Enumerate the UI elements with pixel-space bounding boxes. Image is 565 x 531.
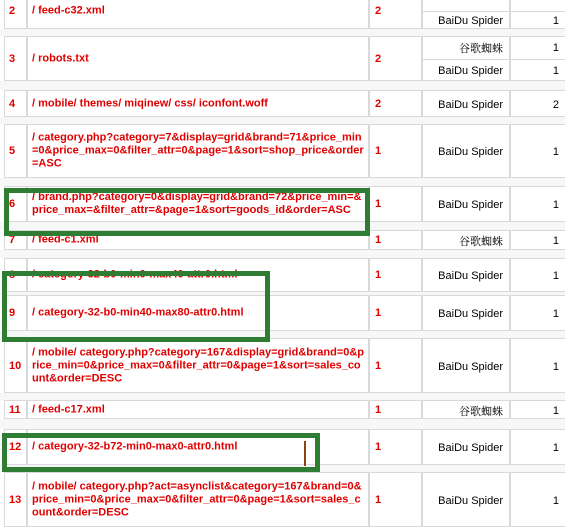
rank-number: 7 <box>9 234 16 246</box>
count-cell <box>369 429 422 465</box>
spider-count-subrow <box>511 37 565 60</box>
count-cell <box>369 0 422 29</box>
url-cell <box>27 338 369 393</box>
url-link[interactable]: / feed-c17.xml <box>32 403 105 415</box>
spider-count-subrow <box>511 401 565 420</box>
spider-name: BaiDu Spider <box>438 308 503 320</box>
spider-count-cell <box>510 338 565 393</box>
spider-cell <box>422 124 510 178</box>
visit-count: 1 <box>375 403 382 416</box>
spider-visit-count: 1 <box>552 41 559 54</box>
spider-name: BaiDu Spider <box>438 146 503 158</box>
spider-name: BaiDu Spider <box>438 199 503 211</box>
row-separator <box>0 81 565 90</box>
row-separator <box>0 117 565 124</box>
visit-count: 1 <box>375 269 382 281</box>
highlight-box <box>2 433 320 472</box>
rank-cell <box>4 0 27 29</box>
spider-name: BaiDu Spider <box>438 64 503 77</box>
spider-cell <box>422 230 510 250</box>
spider-count-cell <box>510 429 565 465</box>
spider-cell <box>422 186 510 222</box>
url-link[interactable]: / feed-c32.xml <box>32 4 105 16</box>
spider-subrow <box>423 125 509 179</box>
spider-subrow <box>423 473 509 528</box>
spider-cell <box>422 36 510 81</box>
spider-subrow <box>423 339 509 394</box>
visit-count: 2 <box>375 97 382 110</box>
spider-visit-count: 1 <box>552 494 559 507</box>
spider-visit-count: 1 <box>552 442 559 454</box>
row-separator <box>0 393 565 400</box>
spider-cell <box>422 0 510 29</box>
spider-name: BaiDu Spider <box>438 14 503 27</box>
url-cell <box>27 90 369 117</box>
visit-count: 1 <box>375 493 382 506</box>
spider-name: BaiDu Spider <box>438 98 503 111</box>
spider-subrow <box>423 401 509 420</box>
table-row <box>0 338 565 393</box>
url-link[interactable]: / brand.php?category=0&display=grid&brand=72&price_min=&price_max=&filter_attr=&page=1&sort=goods_id&order=ASC <box>32 191 362 216</box>
rank-number: 13 <box>9 493 22 506</box>
spider-subrow <box>423 60 509 83</box>
visit-count: 1 <box>375 441 382 453</box>
url-cell <box>27 124 369 178</box>
text-cursor-mark <box>304 441 306 466</box>
spider-count-subrow <box>511 187 565 223</box>
count-cell <box>369 186 422 222</box>
spider-count-cell <box>510 230 565 250</box>
count-cell <box>369 230 422 250</box>
count-cell <box>369 400 422 419</box>
spider-count-cell <box>510 186 565 222</box>
spider-count-subrow <box>511 473 565 528</box>
spider-visit-count: 1 <box>552 235 559 247</box>
spider-visit-count: 2 <box>552 98 559 111</box>
spider-count-cell <box>510 0 565 29</box>
spider-cell <box>422 400 510 419</box>
spider-count-cell <box>510 295 565 331</box>
spider-count-subrow <box>511 0 565 12</box>
spider-count-subrow <box>511 231 565 251</box>
count-cell <box>369 338 422 393</box>
spider-subrow <box>423 12 509 31</box>
count-cell <box>369 258 422 292</box>
rank-number: 10 <box>9 359 22 372</box>
spider-count-subrow <box>511 12 565 31</box>
rank-number: 8 <box>9 269 16 281</box>
spider-subrow <box>423 0 509 12</box>
visit-count: 2 <box>375 4 382 17</box>
spider-subrow <box>423 296 509 332</box>
spider-name: BaiDu Spider <box>438 494 503 507</box>
rank-number: 11 <box>9 403 21 416</box>
spider-count-cell <box>510 36 565 81</box>
spider-subrow <box>423 91 509 118</box>
url-link[interactable]: / mobile/ category.php?category=167&display=grid&brand=0&price_min=0&price_max=0&filter_attr=0&page=1&sort=sales_count&order=DESC <box>32 346 365 384</box>
spider-count-subrow <box>511 339 565 394</box>
url-cell <box>27 0 369 29</box>
rank-number: 12 <box>9 441 22 453</box>
spider-cell <box>422 338 510 393</box>
count-cell <box>369 124 422 178</box>
spider-cell <box>422 295 510 331</box>
spider-count-cell <box>510 258 565 292</box>
rank-number: 9 <box>9 307 16 319</box>
spider-count-subrow <box>511 259 565 293</box>
rank-number: 3 <box>9 52 16 65</box>
spider-visit-count: 1 <box>552 199 559 211</box>
table-row <box>0 90 565 117</box>
count-cell <box>369 36 422 81</box>
spider-name: BaiDu Spider <box>438 270 503 282</box>
rank-number: 4 <box>9 97 16 110</box>
spider-name: BaiDu Spider <box>438 442 503 454</box>
spider-cell <box>422 472 510 527</box>
spider-name: BaiDu Spider <box>438 360 503 373</box>
visit-count: 1 <box>375 307 382 319</box>
spider-subrow <box>423 37 509 60</box>
rank-number: 2 <box>9 4 16 17</box>
url-link[interactable]: / feed-c1.xml <box>32 233 99 246</box>
rank-cell <box>4 338 27 393</box>
url-cell <box>27 400 369 419</box>
row-separator <box>0 419 565 429</box>
spider-count-subrow <box>511 296 565 332</box>
spider-visit-count: 1 <box>552 14 559 27</box>
url-link[interactable]: / category.php?category=7&display=grid&brand=71&price_min=0&price_max=0&filter_attr=0&page=1&sort=shop_price&order=ASC <box>32 131 364 170</box>
url-cell <box>27 36 369 81</box>
spider-visit-count: 1 <box>552 146 559 158</box>
spider-name: 谷歌蜘蛛 <box>459 236 503 248</box>
rank-cell <box>4 400 27 419</box>
url-link[interactable]: / mobile/ category.php?act=asynclist&category=167&brand=0&price_min=0&price_max=0&filter_attr=0&page=1&sort=sales_count&order=DESC <box>32 480 362 518</box>
highlight-box <box>2 271 270 342</box>
spider-name: 谷歌蜘蛛 <box>459 405 503 418</box>
spider-cell <box>422 258 510 292</box>
visit-count: 2 <box>375 52 382 65</box>
row-separator <box>0 178 565 186</box>
count-cell <box>369 472 422 527</box>
url-link[interactable]: / category-32-b0-min0-max40-attr0.html <box>32 268 238 281</box>
rank-cell <box>4 472 27 527</box>
spider-count-cell <box>510 124 565 178</box>
spider-cell <box>422 90 510 117</box>
count-cell <box>369 90 422 117</box>
visit-count: 1 <box>375 359 382 372</box>
table-row <box>0 400 565 419</box>
spider-count-cell <box>510 400 565 419</box>
rank-number: 5 <box>9 145 16 157</box>
row-separator <box>0 250 565 258</box>
visit-count: 1 <box>375 198 382 210</box>
spider-cell <box>422 429 510 465</box>
rank-number: 6 <box>9 198 16 210</box>
row-separator <box>0 29 565 36</box>
rank-cell <box>4 124 27 178</box>
spider-count-subrow <box>511 91 565 118</box>
url-link[interactable]: / category-32-b0-min40-max80-attr0.html <box>32 306 244 319</box>
count-cell <box>369 295 422 331</box>
url-link[interactable]: / mobile/ themes/ miqinew/ css/ iconfont.woff <box>32 97 268 109</box>
spider-count-subrow <box>511 430 565 466</box>
url-link[interactable]: / robots.txt <box>32 52 89 64</box>
spider-subrow <box>423 231 509 251</box>
table-row <box>0 472 565 527</box>
spider-visit-count: 1 <box>552 64 559 77</box>
spider-count-cell <box>510 90 565 117</box>
visit-count: 1 <box>375 234 382 246</box>
spider-count-subrow <box>511 60 565 83</box>
visit-count: 1 <box>375 145 382 157</box>
spider-subrow <box>423 430 509 466</box>
spider-subrow <box>423 259 509 293</box>
spider-visit-count: 1 <box>552 308 559 320</box>
spider-visit-count: 1 <box>552 404 559 417</box>
url-link[interactable]: / category-32-b72-min0-max0-attr0.html <box>32 440 238 453</box>
spider-visit-count: 1 <box>552 270 559 282</box>
highlight-box <box>4 188 370 236</box>
table-row <box>0 124 565 178</box>
spider-count-subrow <box>511 125 565 179</box>
spider-visit-count: 1 <box>552 360 559 373</box>
spider-count-cell <box>510 472 565 527</box>
spider-subrow <box>423 187 509 223</box>
rank-cell <box>4 36 27 81</box>
spider-name: 谷歌蜘蛛 <box>459 42 503 55</box>
url-cell <box>27 472 369 527</box>
rank-cell <box>4 90 27 117</box>
table-row <box>0 36 565 81</box>
table-row <box>0 0 565 29</box>
